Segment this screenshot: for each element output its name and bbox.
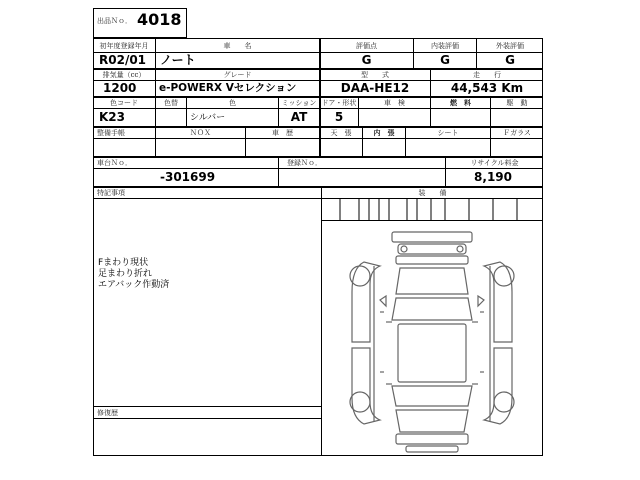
model-value: DAA-HE12: [340, 81, 410, 95]
mission-label: ミッション: [281, 99, 317, 107]
color-label: 色: [229, 99, 236, 107]
doors-value: 5: [334, 110, 344, 124]
mileage-value: 44,543 Km: [450, 81, 524, 95]
color-code-value: K23: [99, 110, 125, 124]
grade-label: グレード: [223, 71, 252, 79]
doors-label: ドア・形状: [321, 99, 357, 107]
notes-title: 特記事項: [97, 189, 125, 197]
recycle-value: 8,190: [474, 170, 512, 184]
year-label: 初年度登録年月: [99, 42, 149, 50]
sunroof-label: 天 張: [330, 129, 352, 137]
interior-value: G: [440, 53, 450, 67]
hood-shape: [396, 268, 468, 294]
car-diagram: [322, 222, 542, 455]
car-name-value: ノート: [160, 53, 196, 67]
nox-label: ＮＯＸ: [190, 129, 211, 137]
right-front-door: [484, 262, 512, 342]
lot-number: 4018: [137, 10, 182, 29]
car-name-label: 車 名: [223, 42, 252, 50]
exterior-label: 外装評価: [496, 42, 524, 50]
interior-top-label: 内 張: [373, 128, 395, 137]
mission-value: AT: [290, 110, 308, 124]
displacement-value: 1200: [103, 81, 137, 95]
displacement-label: 排気量（cc）: [102, 71, 146, 79]
grade-value: e-POWERX Vセレクション: [159, 82, 297, 94]
fuel-label: 燃 料: [450, 98, 471, 107]
equipment-title: 装 備: [418, 189, 447, 197]
notes-line-1: Fまわり現状: [98, 258, 149, 268]
registration-label: 登録Ｎｏ．: [287, 159, 322, 167]
recycle-label: リサイクル料金: [470, 159, 519, 167]
inspection-label: 車 検: [384, 99, 405, 107]
rear-bumper-shape: [396, 434, 468, 444]
repair-title: 修復歴: [97, 409, 118, 417]
score-label: 評価点: [356, 42, 377, 50]
color-code-label: 色コード: [110, 99, 138, 107]
history-label: 車 歴: [272, 129, 293, 137]
color-value: シルバー: [190, 113, 226, 123]
roof-shape: [398, 324, 466, 382]
chassis-value: -301699: [160, 170, 216, 184]
exterior-value: G: [505, 53, 515, 67]
left-front-door: [352, 262, 380, 342]
year-value: R02/01: [99, 53, 147, 67]
notes-line-2: 足まわり折れ: [98, 269, 153, 279]
front-bumper-shape: [392, 232, 472, 242]
lot-number-label: 出品Ｎｏ．: [97, 17, 132, 25]
interior-label: 内装評価: [431, 42, 459, 50]
seat-label: シート: [437, 129, 459, 137]
color-type-label: 色替: [164, 99, 178, 107]
model-label: 型 式: [361, 71, 389, 79]
equipment-grid: [321, 198, 543, 222]
right-rear-door: [484, 348, 512, 424]
chassis-label: 車台Ｎｏ．: [97, 159, 132, 167]
score-value: G: [361, 53, 372, 67]
mileage-label: 走 行: [473, 71, 501, 79]
glass-label: Ｆガラス: [503, 129, 531, 137]
notes-line-3: エアバック作動済: [98, 280, 170, 290]
drive-label: 駆 動: [506, 99, 528, 107]
maintenance-label: 整備手帳: [97, 129, 125, 137]
left-rear-door: [352, 348, 380, 424]
